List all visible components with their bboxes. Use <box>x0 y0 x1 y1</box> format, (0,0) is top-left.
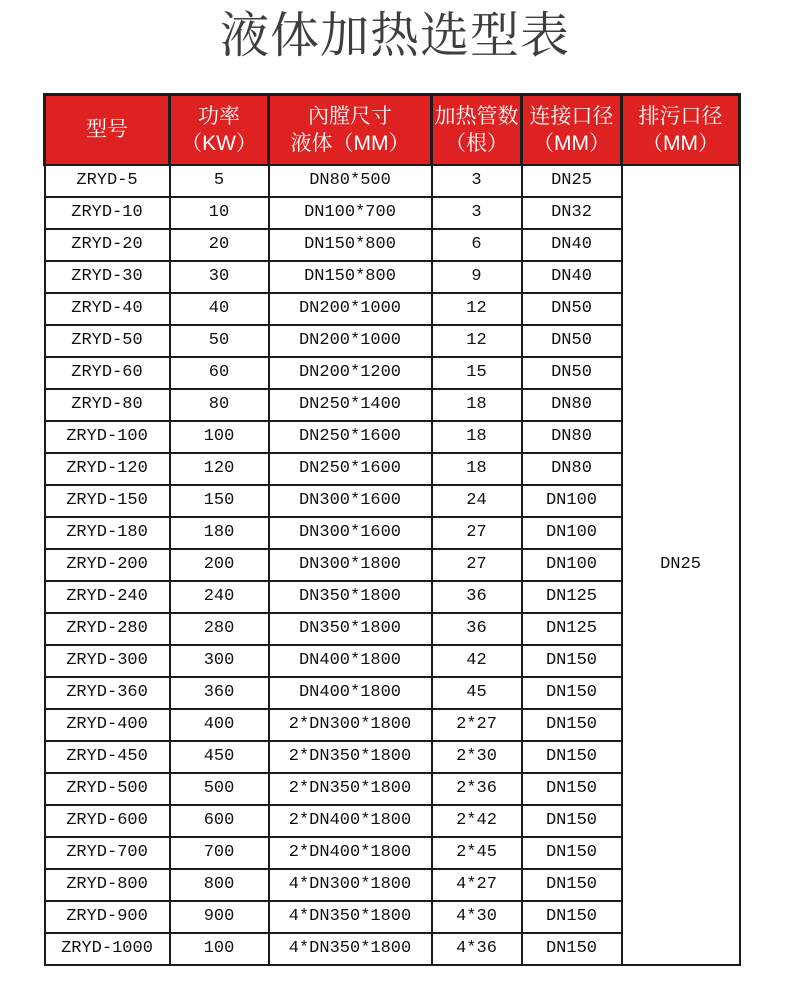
cell-tubes: 27 <box>432 549 522 581</box>
header-size-line1: 內膛尺寸 <box>308 104 392 128</box>
header-conn-line1: 连接口径 <box>529 104 614 128</box>
cell-power: 300 <box>170 645 269 677</box>
cell-power: 400 <box>170 709 269 741</box>
cell-tubes: 2*36 <box>432 773 522 805</box>
cell-size: DN400*1800 <box>269 677 432 709</box>
cell-size: DN200*1000 <box>269 325 432 357</box>
header-conn-line2: （MM） <box>533 131 610 155</box>
cell-model: ZRYD-1000 <box>45 933 170 965</box>
cell-size: DN250*1400 <box>269 389 432 421</box>
cell-power: 360 <box>170 677 269 709</box>
cell-tubes: 6 <box>432 229 522 261</box>
cell-power: 20 <box>170 229 269 261</box>
cell-conn: DN50 <box>522 293 622 325</box>
cell-model: ZRYD-240 <box>45 581 170 613</box>
header-size-line2: 液体（MM） <box>290 131 410 155</box>
cell-conn: DN80 <box>522 421 622 453</box>
header-tubes-line1: 加热管数 <box>434 104 519 128</box>
cell-conn: DN32 <box>522 197 622 229</box>
header-power <box>170 95 269 165</box>
header-drain-line2: （MM） <box>642 131 719 155</box>
header-model <box>45 95 170 165</box>
cell-size: 4*DN300*1800 <box>269 869 432 901</box>
cell-tubes: 15 <box>432 357 522 389</box>
cell-power: 80 <box>170 389 269 421</box>
cell-size: DN100*700 <box>269 197 432 229</box>
cell-power: 100 <box>170 421 269 453</box>
header-drain <box>622 95 740 165</box>
cell-size: DN200*1000 <box>269 293 432 325</box>
cell-model: ZRYD-360 <box>45 677 170 709</box>
cell-power: 450 <box>170 741 269 773</box>
cell-power: 700 <box>170 837 269 869</box>
cell-model: ZRYD-180 <box>45 517 170 549</box>
cell-model: ZRYD-400 <box>45 709 170 741</box>
cell-power: 200 <box>170 549 269 581</box>
cell-size: DN250*1600 <box>269 421 432 453</box>
cell-tubes: 18 <box>432 421 522 453</box>
cell-size: DN300*1600 <box>269 517 432 549</box>
cell-tubes: 12 <box>432 293 522 325</box>
cell-power: 10 <box>170 197 269 229</box>
cell-size: DN400*1800 <box>269 645 432 677</box>
cell-size: 4*DN350*1800 <box>269 901 432 933</box>
cell-size: 4*DN350*1800 <box>269 933 432 965</box>
cell-tubes: 4*30 <box>432 901 522 933</box>
cell-tubes: 9 <box>432 261 522 293</box>
cell-model: ZRYD-100 <box>45 421 170 453</box>
cell-model: ZRYD-280 <box>45 613 170 645</box>
cell-power: 5 <box>170 165 269 197</box>
cell-model: ZRYD-40 <box>45 293 170 325</box>
cell-conn: DN100 <box>522 485 622 517</box>
cell-conn: DN100 <box>522 549 622 581</box>
cell-size: DN150*800 <box>269 261 432 293</box>
cell-conn: DN150 <box>522 741 622 773</box>
cell-tubes: 3 <box>432 197 522 229</box>
header-size <box>269 95 432 165</box>
cell-conn: DN80 <box>522 453 622 485</box>
cell-power: 600 <box>170 805 269 837</box>
cell-tubes: 3 <box>432 165 522 197</box>
cell-size: 2*DN350*1800 <box>269 741 432 773</box>
cell-tubes: 18 <box>432 389 522 421</box>
cell-model: ZRYD-150 <box>45 485 170 517</box>
cell-model: ZRYD-5 <box>45 165 170 197</box>
cell-model: ZRYD-200 <box>45 549 170 581</box>
table-row <box>45 165 740 197</box>
cell-power: 240 <box>170 581 269 613</box>
cell-conn: DN150 <box>522 805 622 837</box>
header-model-line1: 型号 <box>86 118 128 142</box>
cell-conn: DN150 <box>522 773 622 805</box>
cell-tubes: 42 <box>432 645 522 677</box>
cell-drain-merged: DN25 <box>622 165 740 965</box>
cell-tubes: 2*30 <box>432 741 522 773</box>
cell-conn: DN150 <box>522 709 622 741</box>
cell-power: 800 <box>170 869 269 901</box>
cell-tubes: 2*45 <box>432 837 522 869</box>
selection-table <box>43 93 741 966</box>
cell-size: DN350*1800 <box>269 613 432 645</box>
cell-conn: DN125 <box>522 613 622 645</box>
cell-conn: DN25 <box>522 165 622 197</box>
cell-size: DN300*1600 <box>269 485 432 517</box>
header-tubes-line2: （根） <box>445 131 508 155</box>
cell-tubes: 12 <box>432 325 522 357</box>
cell-size: DN150*800 <box>269 229 432 261</box>
cell-model: ZRYD-80 <box>45 389 170 421</box>
header-conn <box>522 95 622 165</box>
table-body <box>45 165 740 965</box>
cell-conn: DN150 <box>522 837 622 869</box>
header-row <box>45 95 740 165</box>
cell-conn: DN150 <box>522 645 622 677</box>
cell-conn: DN150 <box>522 677 622 709</box>
cell-power: 30 <box>170 261 269 293</box>
cell-power: 60 <box>170 357 269 389</box>
cell-model: ZRYD-50 <box>45 325 170 357</box>
cell-model: ZRYD-30 <box>45 261 170 293</box>
header-tubes <box>432 95 522 165</box>
cell-power: 100 <box>170 933 269 965</box>
cell-model: ZRYD-450 <box>45 741 170 773</box>
cell-tubes: 36 <box>432 613 522 645</box>
header-drain-line1: 排污口径 <box>638 104 723 128</box>
cell-tubes: 4*36 <box>432 933 522 965</box>
cell-model: ZRYD-60 <box>45 357 170 389</box>
cell-tubes: 2*27 <box>432 709 522 741</box>
cell-conn: DN150 <box>522 933 622 965</box>
cell-power: 280 <box>170 613 269 645</box>
cell-model: ZRYD-10 <box>45 197 170 229</box>
cell-tubes: 4*27 <box>432 869 522 901</box>
header-power-line2: （KW） <box>181 131 257 155</box>
cell-model: ZRYD-300 <box>45 645 170 677</box>
cell-power: 500 <box>170 773 269 805</box>
cell-size: DN80*500 <box>269 165 432 197</box>
cell-tubes: 36 <box>432 581 522 613</box>
cell-model: ZRYD-600 <box>45 805 170 837</box>
cell-power: 150 <box>170 485 269 517</box>
cell-power: 40 <box>170 293 269 325</box>
cell-conn: DN50 <box>522 325 622 357</box>
cell-conn: DN50 <box>522 357 622 389</box>
cell-size: 2*DN400*1800 <box>269 805 432 837</box>
cell-size: DN200*1200 <box>269 357 432 389</box>
cell-power: 900 <box>170 901 269 933</box>
cell-conn: DN80 <box>522 389 622 421</box>
cell-size: 2*DN300*1800 <box>269 709 432 741</box>
cell-size: 2*DN400*1800 <box>269 837 432 869</box>
cell-tubes: 24 <box>432 485 522 517</box>
cell-model: ZRYD-120 <box>45 453 170 485</box>
cell-tubes: 45 <box>432 677 522 709</box>
cell-size: DN350*1800 <box>269 581 432 613</box>
cell-size: DN250*1600 <box>269 453 432 485</box>
cell-size: 2*DN350*1800 <box>269 773 432 805</box>
cell-conn: DN100 <box>522 517 622 549</box>
cell-model: ZRYD-800 <box>45 869 170 901</box>
cell-conn: DN125 <box>522 581 622 613</box>
cell-model: ZRYD-500 <box>45 773 170 805</box>
cell-tubes: 27 <box>432 517 522 549</box>
cell-size: DN300*1800 <box>269 549 432 581</box>
cell-model: ZRYD-700 <box>45 837 170 869</box>
cell-model: ZRYD-20 <box>45 229 170 261</box>
cell-conn: DN40 <box>522 229 622 261</box>
cell-model: ZRYD-900 <box>45 901 170 933</box>
cell-tubes: 2*42 <box>432 805 522 837</box>
cell-conn: DN150 <box>522 869 622 901</box>
page-title: 液体加热选型表 <box>219 9 570 63</box>
cell-power: 120 <box>170 453 269 485</box>
cell-conn: DN40 <box>522 261 622 293</box>
cell-power: 180 <box>170 517 269 549</box>
header-power-line1: 功率 <box>198 104 240 128</box>
cell-power: 50 <box>170 325 269 357</box>
cell-tubes: 18 <box>432 453 522 485</box>
cell-conn: DN150 <box>522 901 622 933</box>
table-header <box>45 95 740 165</box>
